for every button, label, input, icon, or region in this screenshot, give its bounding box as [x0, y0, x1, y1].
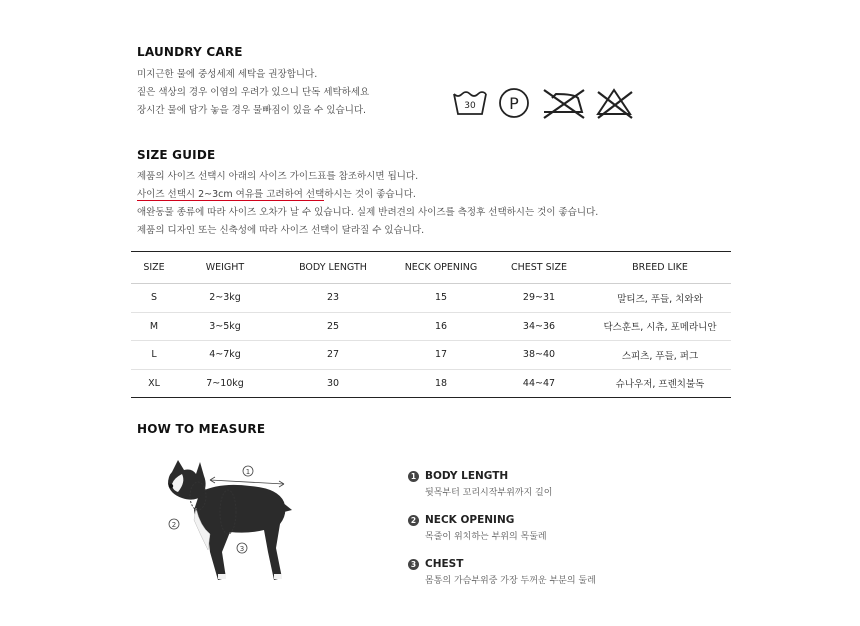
dog-measure-illustration: [160, 452, 300, 590]
number-badge: 2: [408, 515, 419, 526]
marker-2: 2: [171, 521, 177, 529]
cell-chest-size: 38~40: [489, 341, 589, 370]
header-chest-size: CHEST SIZE: [489, 252, 589, 284]
highlight-text: 사이즈 선택시 2~3cm 여유를 고려하여 선택: [137, 189, 325, 200]
cell-breed: 슈나우저, 프렌치불독: [589, 369, 731, 398]
marker-1: 1: [245, 468, 251, 476]
cell-size: XL: [131, 369, 177, 398]
cell-body-length: 23: [273, 284, 393, 313]
cell-chest-size: 29~31: [489, 284, 589, 313]
size-guide-text: [137, 168, 598, 240]
measure-desc: 뒷목부터 꼬리시작부위까지 길이: [425, 488, 553, 498]
marker-3: 3: [239, 545, 245, 553]
table-row: [131, 341, 731, 370]
measure-label: BODY LENGTH: [425, 470, 509, 482]
cell-body-length: 27: [273, 341, 393, 370]
measure-label: CHEST: [425, 558, 464, 570]
number-badge: 1: [408, 471, 419, 482]
size-table: [131, 251, 731, 398]
cell-weight: 4~7kg: [177, 341, 273, 370]
dog-icon: [168, 460, 292, 580]
header-breed-like: BREED LIKE: [589, 252, 731, 284]
measure-label: NECK OPENING: [425, 514, 515, 526]
header-size: SIZE: [131, 252, 177, 284]
number-badge: 3: [408, 559, 419, 570]
dry-clean-letter: P: [509, 94, 519, 113]
laundry-line: 짙은 색상의 경우 이염의 우려가 있으니 단독 세탁하세요: [137, 87, 370, 98]
cell-weight: 2~3kg: [177, 284, 273, 313]
cell-chest-size: 44~47: [489, 369, 589, 398]
cell-body-length: 25: [273, 312, 393, 341]
highlight-rest: 하시는 것이 좋습니다.: [324, 189, 416, 200]
laundry-care-text: [137, 66, 369, 120]
cell-breed: 말티즈, 푸들, 치와와: [589, 284, 731, 313]
dry-clean-p-icon: [500, 89, 528, 117]
cell-size: S: [131, 284, 177, 313]
laundry-care-icons: [452, 86, 642, 120]
size-guide-line: 제품의 디자인 또는 신축성에 따라 사이즈 선택이 달라질 수 있습니다.: [137, 225, 425, 236]
how-to-measure-title: HOW TO MEASURE: [137, 422, 266, 436]
measure-item-chest: [408, 558, 596, 586]
cell-body-length: 30: [273, 369, 393, 398]
header-neck-opening: NECK OPENING: [393, 252, 489, 284]
table-header-row: [131, 252, 731, 284]
table-row: [131, 312, 731, 341]
size-guide-line-highlight: [137, 186, 598, 204]
cell-breed: 스피츠, 푸들, 퍼그: [589, 341, 731, 370]
cell-breed: 닥스훈트, 시츄, 포메라니안: [589, 312, 731, 341]
cell-size: M: [131, 312, 177, 341]
body-length-marker: [210, 466, 284, 487]
measure-desc: 목줄이 위치하는 부위의 목둘레: [425, 532, 547, 542]
cell-weight: 7~10kg: [177, 369, 273, 398]
header-weight: WEIGHT: [177, 252, 273, 284]
wash-temp-text: 30: [464, 101, 476, 111]
no-iron-icon: [544, 90, 584, 118]
cell-neck-opening: 16: [393, 312, 489, 341]
cell-size: L: [131, 341, 177, 370]
cell-chest-size: 34~36: [489, 312, 589, 341]
measure-item-neck-opening: [408, 514, 547, 542]
measure-item-body-length: [408, 470, 552, 498]
laundry-line: 장시간 물에 담가 놓을 경우 물빠짐이 있을 수 있습니다.: [137, 105, 367, 116]
cell-neck-opening: 17: [393, 341, 489, 370]
laundry-line: 미지근한 물에 중성세제 세탁을 권장합니다.: [137, 69, 318, 80]
size-guide-line: 제품의 사이즈 선택시 아래의 사이즈 가이드표를 참조하시면 됩니다.: [137, 171, 419, 182]
laundry-care-title: LAUNDRY CARE: [137, 45, 243, 59]
wash-30-icon: [454, 92, 486, 114]
header-body-length: BODY LENGTH: [273, 252, 393, 284]
cell-neck-opening: 18: [393, 369, 489, 398]
no-bleach-icon: [598, 90, 632, 118]
table-row: [131, 369, 731, 398]
size-guide-title: SIZE GUIDE: [137, 148, 216, 162]
cell-weight: 3~5kg: [177, 312, 273, 341]
table-row: [131, 284, 731, 313]
size-guide-line: 애완동물 종류에 따라 사이즈 오차가 날 수 있습니다. 실제 반려견의 사이즈를 측정후 선택하시는 것이 좋습니다.: [137, 207, 599, 218]
cell-neck-opening: 15: [393, 284, 489, 313]
measure-desc: 몸통의 가슴부위중 가장 두꺼운 부분의 둘레: [425, 576, 596, 586]
